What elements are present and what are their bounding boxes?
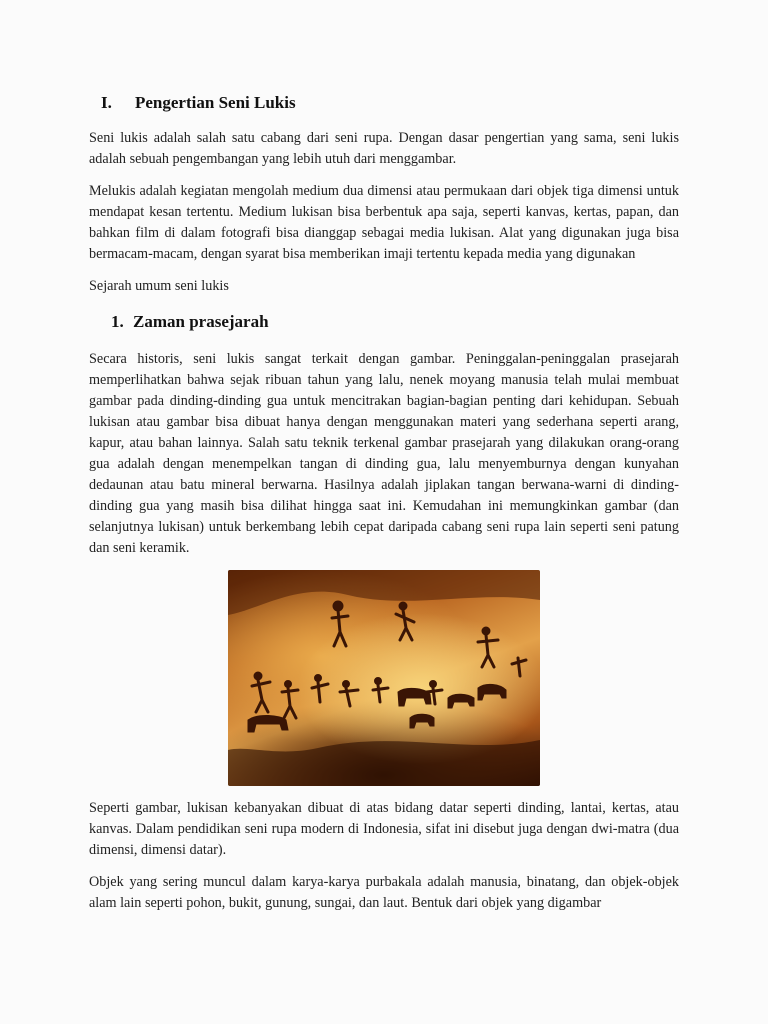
intro-paragraph-2: Melukis adalah kegiatan mengolah medium dua dimensi atau permukaan dari objek tiga dimensi untuk mendapat kesan tertentu. Medium lukisan bisa berbentuk apa saja, seperti kanvas, kertas, papan, dan bahkan film di dalam fotografi bisa dianggap sebagai media lukisan. Alat yang digunakan juga bisa bermacam-macam, dengan syarat bisa memberikan imaji tertentu kepada media yang digunakan bbox=[89, 183, 679, 262]
prehistory-paragraph: Secara historis, seni lukis sangat terkait dengan gambar. Peninggalan-peninggalan prasejarah memperlihatkan bahwa sejak ribuan tahun yang lalu, nenek moyang manusia telah mulai membuat gambar pada dinding-dinding gua untuk mencitrakan bagian-bagian penting dari kehidupan. Sebuah lukisan atau gambar bisa dibuat hanya dengan menggunakan materi yang sederhana seperti arang, kapur, atau bahan lainnya. Salah satu teknik terkenal gambar prasejarah yang dilakukan orang-orang gua adalah dengan menempelkan tangan di dinding gua, lalu menyemburnya dengan kunyahan dedaunan atau batu mineral berwarna. Hasilnya adalah jiplakan tangan berwana-warni di dinding-dinding gua yang masih bisa dilihat hingga saat ini. Kemudahan ini memungkinkan gambar (dan selanjutnya lukisan) untuk berkembang lebih cepat daripada cabang seni rupa lain seperti seni patung dan seni keramik. bbox=[89, 351, 679, 556]
subsection-title: Zaman prasejarah bbox=[133, 312, 269, 331]
after-paragraph-2: Objek yang sering muncul dalam karya-karya purbakala adalah manusia, binatang, dan objek-objek alam lain seperti pohon, bukit, gunung, sungai, dan laut. Bentuk dari objek yang digambar bbox=[89, 874, 679, 911]
document-content bbox=[89, 92, 679, 925]
intro-paragraph-1: Seni lukis adalah salah satu cabang dari seni rupa. Dengan dasar pengertian yang sama, seni lukis adalah sebuah pengembangan yang lebih utuh dari menggambar. bbox=[89, 130, 679, 167]
subsection-heading bbox=[111, 311, 679, 333]
cave-painting-figures bbox=[228, 570, 540, 786]
subsection-number: 1. bbox=[111, 312, 124, 331]
after-paragraph-1: Seperti gambar, lukisan kebanyakan dibuat di atas bidang datar seperti dinding, lantai, kertas, atau kanvas. Dalam pendidikan seni rupa modern di Indonesia, sifat ini disebut juga dengan dwi-matra (dua dimensi, dimensi datar). bbox=[89, 800, 679, 858]
history-label: Sejarah umum seni lukis bbox=[89, 278, 229, 294]
section-number: I. bbox=[101, 93, 112, 112]
section-heading bbox=[101, 92, 679, 114]
cave-painting-image bbox=[228, 570, 540, 786]
section-title: Pengertian Seni Lukis bbox=[135, 93, 296, 112]
